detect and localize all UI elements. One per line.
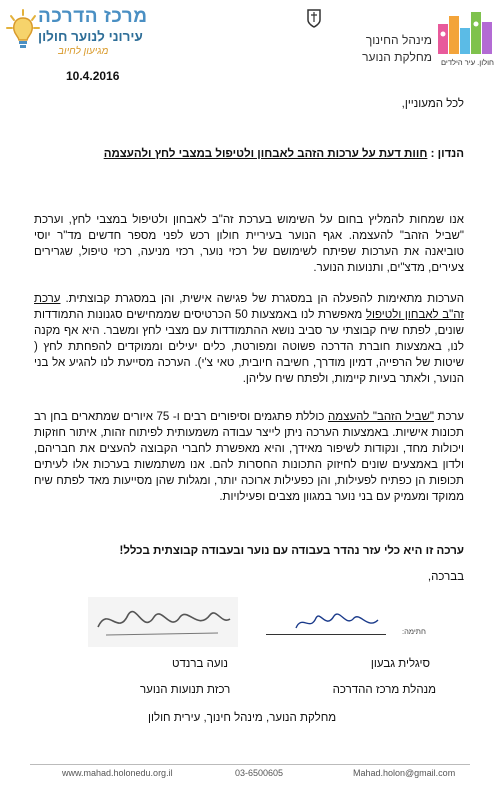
logo-subtitle: עירוני לנוער חולון bbox=[38, 29, 143, 44]
paragraph-golden-path-kit bbox=[34, 409, 464, 505]
lightbulb-icon bbox=[6, 8, 40, 54]
p3-kit-name: "שביל הזהב" להעצמה bbox=[328, 411, 434, 423]
signature-label: חתימה: bbox=[402, 627, 426, 636]
municipality-crest-icon bbox=[306, 8, 322, 28]
signer-role-left: רכזת תנועות הנוער bbox=[140, 684, 231, 696]
paragraph-intro: אנו שמחות להמליץ בחום על השימוש בערכת זה"ב לאבחון ולטיפול במצבי לחץ, וערכת "שביל הזהב" להעצמה. אגף הנוער בעיריית חולון רכש לפני מספר חדשים מד"ר יוסי טוביאנה את הערכות שפיתח לשימושם של רכזי נוער, רכזי מניעה, רכזי טיפול, שגרירים צעירים, מדצ"ים, ותנועות הנוער. bbox=[34, 214, 464, 274]
footer-website[interactable]: www.mahad.holonedu.org.il bbox=[62, 768, 173, 778]
holon-municipality-logo bbox=[304, 6, 494, 68]
footer-phone: 03-6500605 bbox=[235, 768, 284, 778]
closing: בברכה, bbox=[427, 571, 464, 583]
department-line: מחלקת הנוער, מינהל חינוך, עירית חולון bbox=[148, 712, 337, 724]
signer-name-right: סיגלית גבעון bbox=[370, 658, 430, 670]
department-name: מינהל החינוך bbox=[365, 33, 432, 47]
sigalit-givon-signature bbox=[292, 604, 382, 638]
holon-city-emblem-icon bbox=[436, 6, 494, 56]
subject-prefix: הנדון : bbox=[427, 148, 464, 160]
logo-slogan: מגיעון לחיוב bbox=[58, 46, 109, 57]
signature-line bbox=[266, 634, 386, 635]
greeting: לכל המעוניין, bbox=[401, 98, 464, 110]
signer-role-right: מנהלת מרכז ההדרכה bbox=[332, 684, 436, 696]
noa-brandt-signature bbox=[88, 597, 238, 647]
p2-kit-name: ערכת זה"ב לאבחון ולטיפול bbox=[34, 293, 464, 321]
p3-lead: ערכת bbox=[433, 411, 465, 423]
logo-title: מרכז הדרכה bbox=[38, 6, 148, 27]
footer-divider bbox=[30, 764, 470, 765]
signer-name-left: נועה ברנדט bbox=[172, 658, 229, 670]
letter-date: 10.4.2016 bbox=[66, 69, 120, 83]
subject-line bbox=[34, 148, 464, 160]
training-center-logo bbox=[6, 6, 156, 66]
paragraph-zahav-kit bbox=[34, 291, 464, 387]
p2-lead: הערכות מתאימות להפעלה הן במסגרת של פגישה אישית, והן במסגרת קבוצתית. bbox=[65, 293, 464, 305]
subject-text: חוות דעת על ערכות הזהב לאבחון ולטיפול במצבי לחץ ולהעצמה bbox=[103, 148, 428, 160]
youth-department-name: מחלקת הנוער bbox=[362, 50, 432, 64]
paragraph-recommendation: ערכה זו היא כלי עזר נהדר בעבודה עם נוער ובעבודה קבוצתית בכלל! bbox=[119, 545, 464, 557]
footer-email[interactable]: Mahad.holon@gmail.com bbox=[353, 768, 456, 778]
p3-body: כוללת פתגמים וסיפורים רבים ו- 75 איורים שמתארים בחן רב תכונות אישיות. באמצעות הערכה ניתן לייצר עבודה משמעותית לפיתוח זהות, איתור חוזקות ויכולות מחד, ונקודות לשיפור מאידך, והיא מאפשרת לחברי הקבוצה להעצים את חבריהם, ולדון באמצעים שונים לחיזוק התכונות החסרות להם. אנו משתמשות בערכות אלו לעיתים תכופות הן כפתיח לפעילות, והן כפעילות ארוכה יותר, ומגלות שהן מסייעות מאד לפתח שיח ממוקד ומעמיק עם בני נוער במגוון מצבים ופעילויות. bbox=[34, 411, 464, 503]
city-tagline: חולון. עיר הילדים bbox=[440, 58, 494, 67]
p2-body: מאפשרת לנו באמצעות 50 הכרטיסים שממחישים סגנונות התמודדות שונים, לפתח שיח קבוצתי ער סביב נושא ההתמודדות עם מצבי לחץ ומשבר. היא אף מקנה לנו, באמצעות חוברת הדרכה פשוטה ומפורטת, כלים יעילים וממוקדים להפחתת לחץ ( שיטות של הרפייה, דמיון מודרך, חשיבה חיובית, טאי צ'י). הערכה מסייעת לנו להגיע אל בני הנוער, ולאתר בעיות קיימות, ולפתח שיח עליהן. bbox=[34, 309, 464, 385]
